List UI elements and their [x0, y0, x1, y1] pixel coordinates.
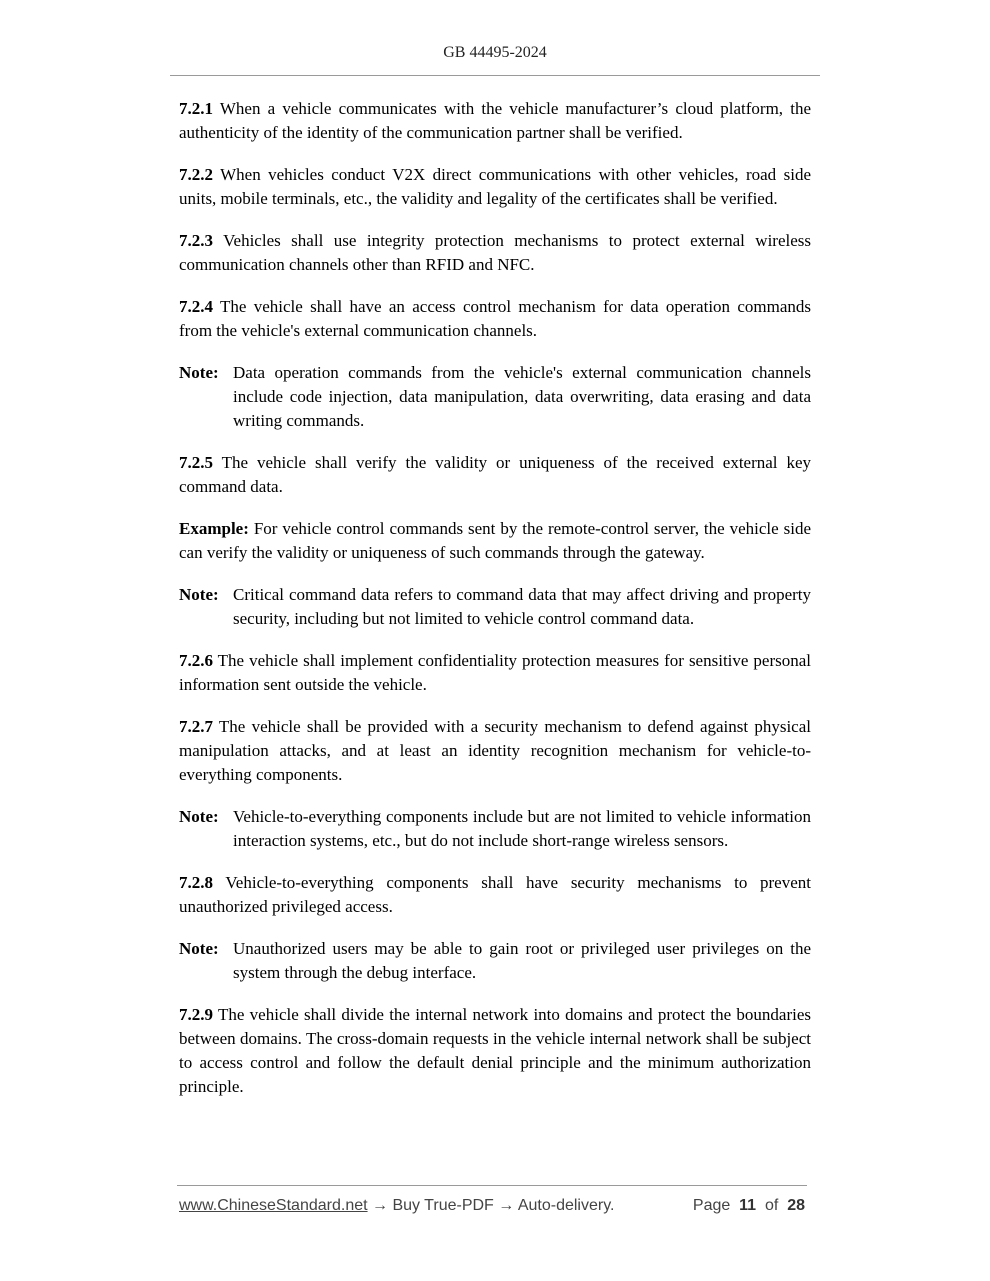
clause-number: 7.2.1: [179, 99, 213, 118]
clause-text: Vehicles shall use integrity protection mechanisms to protect external wireless communication channels other than RFID and NFC.: [179, 231, 811, 274]
page-of: of: [764, 1197, 779, 1214]
clause-text: The vehicle shall divide the internal network into domains and protect the boundaries between domains. The cross-domain requests in the vehicle internal network shall be subject to access control and follow the default denial principle and the minimum authorization principle.: [179, 1005, 811, 1096]
page-word: Page: [692, 1197, 731, 1214]
clause-7-2-4: [179, 295, 811, 343]
note-label: Note:: [179, 807, 219, 826]
clause-7-2-7: [179, 715, 811, 787]
page-footer: [179, 1197, 805, 1215]
clause-number: 7.2.5: [179, 453, 213, 472]
clause-text: When vehicles conduct V2X direct communications with other vehicles, road side units, mobile terminals, etc., the validity and legality of the certificates shall be verified.: [179, 165, 811, 208]
page-header: [0, 44, 990, 62]
note-text: Critical command data refers to command data that may affect driving and property security, including but not limited to vehicle control command data.: [233, 585, 811, 628]
clause-7-2-1: [179, 97, 811, 145]
example-text: For vehicle control commands sent by the remote-control server, the vehicle side can verify the validity or uniqueness of such commands through the gateway.: [179, 519, 811, 562]
page-indicator: [693, 1197, 805, 1215]
footer-promo-line: [179, 1197, 614, 1215]
clause-7-2-2: [179, 163, 811, 211]
clause-7-2-8: [179, 871, 811, 919]
note-label: Note:: [179, 585, 219, 604]
note-text: Vehicle-to-everything components include but are not limited to vehicle information interaction systems, etc., but do not include short-range wireless sensors.: [233, 807, 811, 850]
clause-number: 7.2.7: [179, 717, 213, 736]
clause-text: The vehicle shall have an access control mechanism for data operation commands from the vehicle's external communication channels.: [179, 297, 811, 340]
clause-7-2-6: [179, 649, 811, 697]
clause-number: 7.2.6: [179, 651, 213, 670]
clause-text: When a vehicle communicates with the vehicle manufacturer’s cloud platform, the authenticity of the identity of the communication partner shall be verified.: [179, 99, 811, 142]
clause-text: The vehicle shall implement confidentiality protection measures for sensitive personal information sent outside the vehicle.: [179, 651, 811, 694]
note-block: [179, 583, 811, 631]
promo-text: → Buy True-PDF → Auto-delivery.: [367, 1197, 615, 1214]
clause-7-2-9: [179, 1003, 811, 1099]
page-total: 28: [787, 1197, 805, 1214]
note-label: Note:: [179, 939, 219, 958]
page-current: 11: [739, 1197, 757, 1214]
clause-number: 7.2.3: [179, 231, 213, 250]
example-label: Example:: [179, 519, 249, 538]
clause-text: Vehicle-to-everything components shall have security mechanisms to prevent unauthorized privileged access.: [179, 873, 811, 916]
header-divider: [170, 75, 820, 76]
clause-number: 7.2.4: [179, 297, 213, 316]
note-text: Data operation commands from the vehicle's external communication channels include code injection, data manipulation, data overwriting, data erasing and data writing commands.: [233, 363, 811, 430]
clause-7-2-3: [179, 229, 811, 277]
footer-divider: [177, 1185, 807, 1186]
site-link[interactable]: www.ChineseStandard.net: [179, 1197, 368, 1214]
example-block: [179, 517, 811, 565]
clause-number: 7.2.9: [179, 1005, 213, 1024]
document-body: [179, 97, 811, 1117]
document-id: GB 44495-2024: [443, 44, 547, 61]
note-block: [179, 805, 811, 853]
clause-text: The vehicle shall be provided with a security mechanism to defend against physical manipulation attacks, and at least an identity recognition mechanism for vehicle-to-everything components.: [179, 717, 811, 784]
note-label: Note:: [179, 363, 219, 382]
clause-text: The vehicle shall verify the validity or uniqueness of the received external key command data.: [179, 453, 811, 496]
clause-number: 7.2.8: [179, 873, 213, 892]
clause-7-2-5: [179, 451, 811, 499]
note-text: Unauthorized users may be able to gain root or privileged user privileges on the system through the debug interface.: [233, 939, 811, 982]
note-block: [179, 937, 811, 985]
note-block: [179, 361, 811, 433]
clause-number: 7.2.2: [179, 165, 213, 184]
